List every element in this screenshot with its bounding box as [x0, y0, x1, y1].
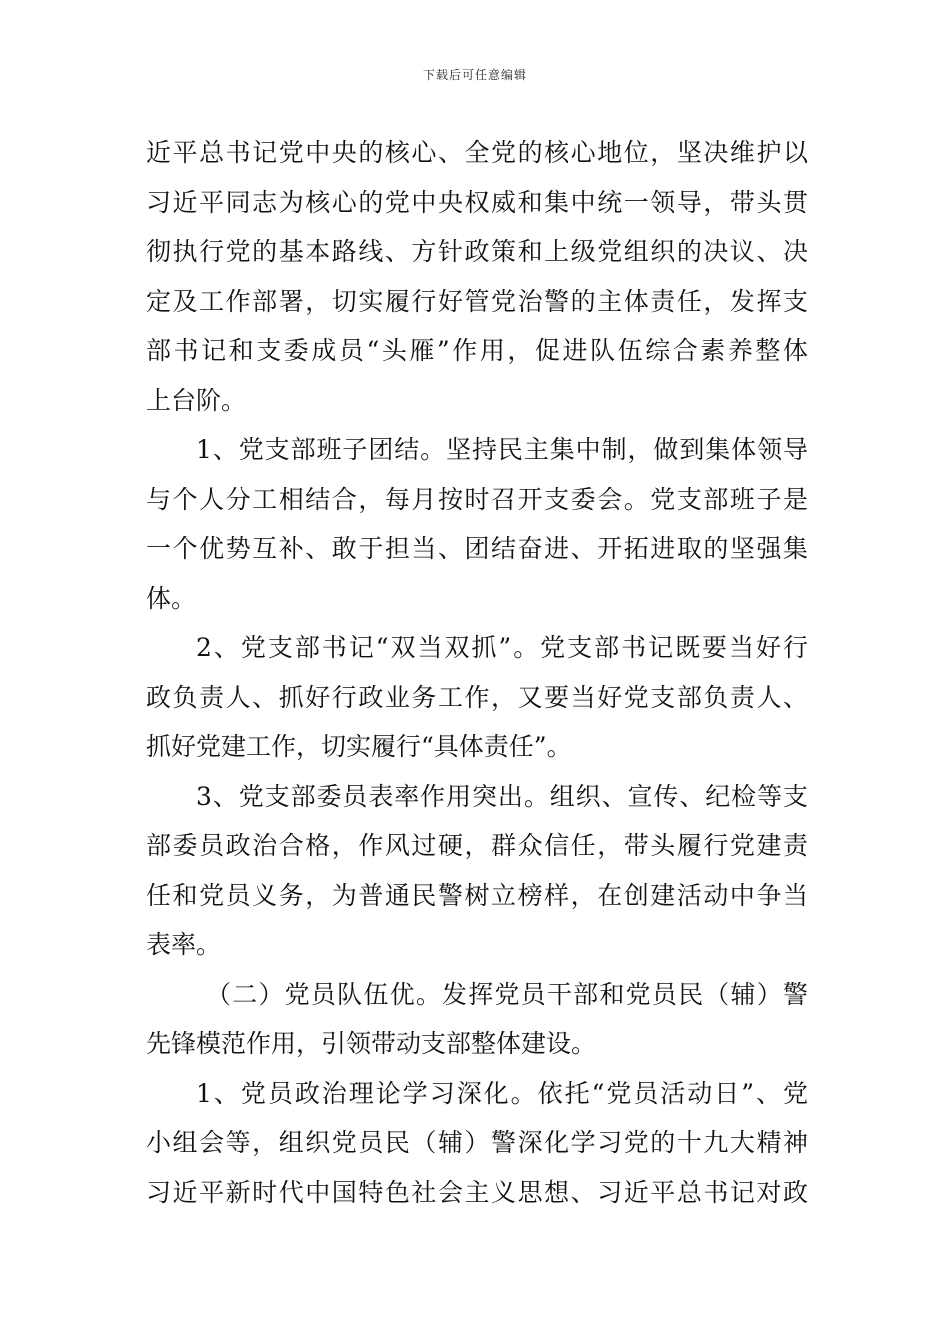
text-line: 表率。: [146, 930, 222, 959]
text-line: 与个人分工相结合，每月按时召开支委会。党支部班子是: [146, 484, 808, 514]
paragraph-start-line: 3、党支部委员表率作用突出。组织、宣传、纪检等支: [196, 781, 808, 811]
text-line: 小组会等，组织党员民（辅）警深化学习党的十九大精神: [146, 1128, 808, 1157]
text-line: 任和党员义务，为普通民警树立榜样，在创建活动中争当: [146, 880, 808, 910]
paragraph-start-line: 1、党员政治理论学习深化。依托“党员活动日”、党: [196, 1078, 808, 1108]
text-line: 体。: [146, 583, 197, 613]
paragraph-start-line: 1、党支部班子团结。坚持民主集中制，做到集体领导: [196, 435, 808, 464]
text-line: 上台阶。: [146, 385, 247, 415]
body-text: [146, 128, 808, 1217]
text-line: 部书记和支委成员“头雁”作用，促进队伍综合素养整体: [146, 336, 808, 365]
section-heading-line: （二）党员队伍优。发挥党员干部和党员民（辅）警: [206, 979, 808, 1009]
text-line: 抓好党建工作，切实履行“具体责任”。: [146, 732, 572, 761]
text-line: 习近平新时代中国特色社会主义思想、习近平总书记对政: [146, 1177, 808, 1207]
text-line: 先锋模范作用，引领带动支部整体建设。: [146, 1029, 597, 1058]
header-note: 下载后可任意编辑: [422, 68, 527, 82]
text-line: 部委员政治合格，作风过硬，群众信任，带头履行党建责: [146, 831, 808, 860]
text-line: 习近平同志为核心的党中央权威和集中统一领导，带头贯: [146, 187, 808, 217]
text-line: 一个优势互补、敢于担当、团结奋进、开拓进取的坚强集: [146, 534, 808, 563]
text-line: 彻执行党的基本路线、方针政策和上级党组织的决议、决: [146, 237, 808, 266]
text-line: 定及工作部署，切实履行好管党治警的主体责任，发挥支: [146, 286, 808, 316]
paragraph-start-line: 2、党支部书记“双当双抓”。党支部书记既要当好行: [196, 633, 808, 662]
text-line: 近平总书记党中央的核心、全党的核心地位，坚决维护以: [146, 138, 808, 167]
text-line: 政负责人、抓好行政业务工作，又要当好党支部负责人、: [146, 682, 808, 712]
